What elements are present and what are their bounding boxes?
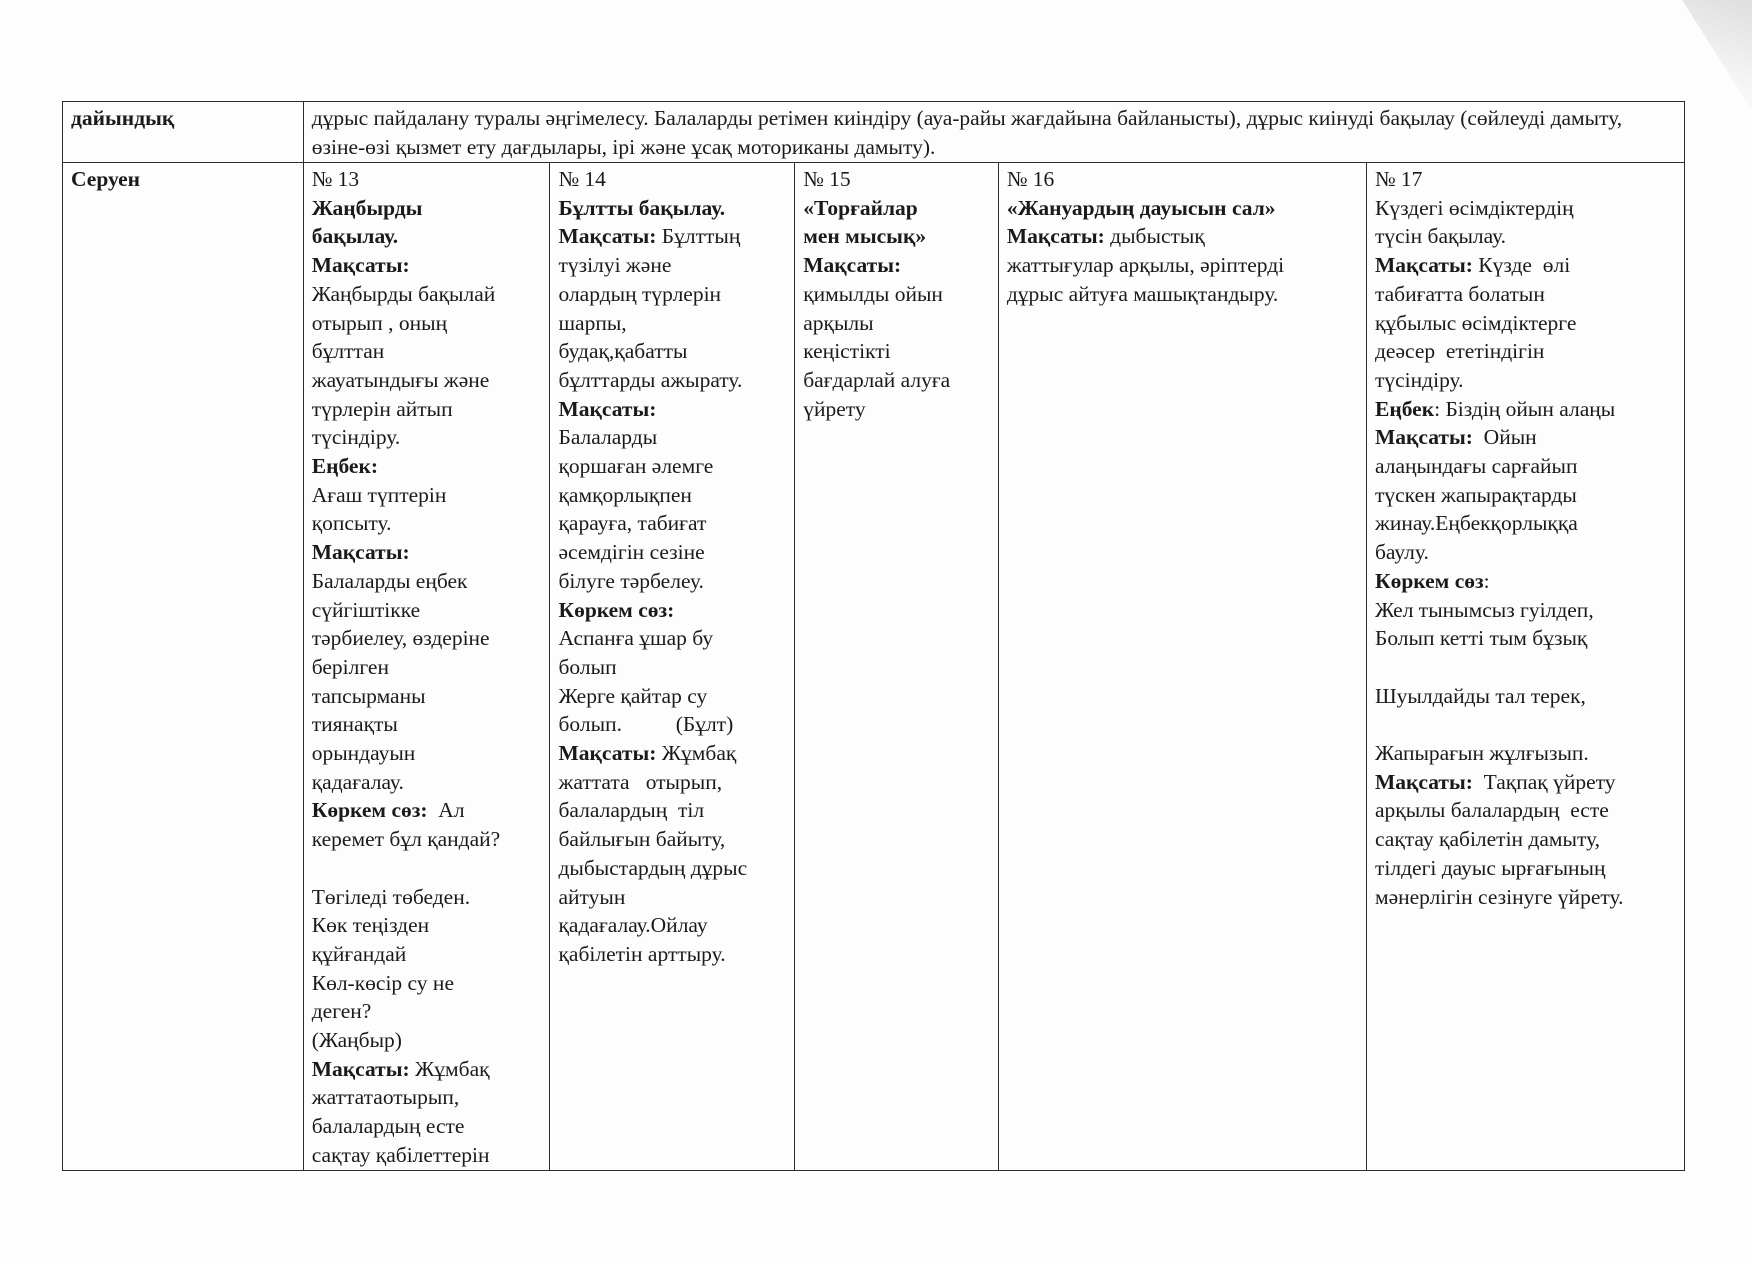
goal-label: Мақсаты: — [558, 396, 657, 421]
art-text: болып. (Бұлт) — [558, 712, 734, 737]
goal-text: қамқорлықпен — [558, 482, 692, 507]
riddle-text: деген? — [311, 999, 372, 1024]
goal-text: Бұлттың — [661, 224, 741, 249]
goal-text: алаңындағы сарғайып — [1374, 454, 1578, 479]
goal-text: бұлттарды ажырату. — [558, 367, 743, 392]
riddle-text: Төгіледі төбеден. — [311, 884, 471, 909]
item-title: Жаңбырды — [311, 195, 423, 220]
goal-text: айтуын — [558, 884, 626, 909]
goal-text: қадағалау. — [311, 769, 404, 794]
goal-text: әсемдігін сезіне — [558, 540, 705, 565]
goal-text: қоршаған әлемге — [558, 454, 714, 479]
goal-text: арқылы — [803, 310, 874, 335]
goal-label: Мақсаты: — [1006, 224, 1105, 249]
row-label-walk: Серуен — [63, 163, 304, 1171]
goal-text: түскен жапырақтарды — [1374, 482, 1577, 507]
goal-text: тәрбиелеу, өздеріне — [311, 626, 490, 651]
work-text: қопсыту. — [311, 511, 392, 536]
goal-text: жауатындығы және — [311, 367, 490, 392]
walk-cell-15 — [795, 163, 999, 1171]
goal-text: мәнерлігін сезінуге үйрету. — [1374, 884, 1624, 909]
goal-text: баулу. — [1374, 540, 1429, 565]
goal-label: Мақсаты: — [311, 1056, 410, 1081]
art-label: Көркем сөз: — [311, 798, 428, 823]
goal-label: Мақсаты: — [803, 253, 902, 278]
goal-text: арқылы балалардың есте — [1374, 798, 1609, 823]
art-text: керемет бұл қандай? — [311, 827, 501, 852]
item-title: бақылау. — [311, 224, 399, 249]
walk-cell-17 — [1366, 163, 1684, 1171]
goal-text: үйрету — [803, 396, 866, 421]
goal-text: Ойын — [1483, 425, 1537, 450]
row-label-preparation: дайындық — [63, 102, 304, 163]
item-number: № 16 — [1006, 167, 1055, 191]
goal-text: Жаңбырды бақылай — [311, 281, 496, 306]
goal-line — [1375, 251, 1678, 280]
goal-line — [1007, 222, 1360, 251]
goal-text: қарауға, табиғат — [558, 511, 707, 536]
work-text: : Біздің ойын алаңы — [1434, 396, 1616, 421]
art-text: Аспанға ұшар бу — [558, 626, 714, 651]
lesson-plan-table — [62, 101, 1685, 1171]
goal-text: Тақпақ үйрету — [1483, 769, 1616, 794]
goal-text: түзілуі және — [558, 253, 672, 278]
goal-text: жаттата отырып, — [558, 769, 723, 794]
riddle-text: Көл-көсір су не — [311, 970, 454, 995]
item-number: № 17 — [1374, 167, 1423, 191]
goal-text: Күзде өлі — [1478, 253, 1571, 278]
art-line — [1375, 567, 1678, 596]
art-text: болып — [558, 654, 617, 679]
goal-label: Мақсаты: — [311, 253, 410, 278]
goal-line — [1375, 768, 1678, 797]
goal-text: балалардың есте — [311, 1114, 465, 1139]
goal-text: түсіндіру. — [1374, 367, 1464, 392]
riddle-answer: (Жаңбыр) — [311, 1028, 402, 1053]
goal-text: қимылды ойын — [803, 281, 943, 306]
art-text: Ал — [438, 798, 465, 823]
art-label: Көркем сөз: — [558, 597, 675, 622]
blank-line — [1375, 710, 1678, 739]
item-title: Күздегі өсімдіктердің — [1374, 195, 1574, 220]
walk-cell-13 — [303, 163, 550, 1171]
poem-line: Болып кетті тым бұзық — [1374, 626, 1588, 651]
item-title: мен мысық» — [803, 224, 927, 249]
riddle-text: құйғандай — [311, 941, 407, 966]
goal-text: будақ,қабатты — [558, 339, 688, 364]
preparation-text: дұрыс пайдалану туралы әңгімелесу. Балаларды ретімен киіндіру (ауа-райы жағдайына байланысты), дұрыс киінуді бақылау (сөйлеуді дамыту, өзіне-өзі қызмет ету дағдылары, ірі және ұсақ моториканы дамыту). — [303, 102, 1684, 163]
poem-line: Жел тынымсыз гуілдеп, — [1374, 597, 1594, 622]
page-corner-fold — [1682, 0, 1752, 110]
goal-text: білуге тәрбелеу. — [558, 568, 704, 593]
goal-text: сүйгіштікке — [311, 597, 421, 622]
item-title: түсін бақылау. — [1374, 224, 1507, 249]
work-line — [1375, 395, 1678, 424]
goal-label: Мақсаты: — [1374, 253, 1473, 278]
goal-text: құбылыс өсімдіктерге — [1374, 310, 1577, 335]
table-row-preparation — [63, 102, 1685, 163]
goal-text: жаттығулар арқылы, әріптерді — [1006, 253, 1285, 278]
goal-text: дыбыстардың дұрыс — [558, 855, 748, 880]
goal-text: бұлттан — [311, 339, 385, 364]
goal-text: балалардың тіл — [558, 798, 705, 823]
goal-text: жинау.Еңбекқорлыққа — [1374, 511, 1578, 536]
table-row-walk — [63, 163, 1685, 1171]
item-title: «Жануардың дауысын сал» — [1006, 195, 1276, 220]
item-title: «Торғайлар — [803, 195, 918, 220]
goal-line — [558, 739, 788, 768]
item-number: № 15 — [803, 167, 851, 191]
art-label: Көркем сөз — [1374, 568, 1484, 593]
goal-text: деәсер ететіндігін — [1374, 339, 1545, 364]
goal-text: кеңістікті — [803, 339, 891, 364]
goal-text: сақтау қабілетін дамыту, — [1374, 827, 1601, 852]
goal-text: тиянақты — [311, 712, 398, 737]
art-words-line — [312, 796, 544, 825]
poem-line: Шуылдайды тал терек, — [1374, 683, 1586, 708]
goal-text: тапсырманы — [311, 683, 426, 708]
goal-text: қадағалау.Ойлау — [558, 913, 708, 938]
goal-line — [558, 222, 788, 251]
goal-text: түрлерін айтып — [311, 396, 453, 421]
art-colon: : — [1483, 568, 1490, 593]
work-label: Еңбек — [1374, 396, 1435, 421]
walk-cell-16 — [998, 163, 1366, 1171]
goal-line — [312, 1055, 544, 1084]
goal-text: тілдегі дауыс ырғағының — [1374, 855, 1606, 880]
goal-label: Мақсаты: — [558, 224, 657, 249]
goal-text: қабілетін арттыру. — [558, 941, 726, 966]
goal-text: орындауын — [311, 741, 416, 766]
work-label: Еңбек: — [311, 454, 379, 479]
goal-text: Балаларды еңбек — [311, 568, 468, 593]
goal-label: Мақсаты: — [1374, 769, 1473, 794]
goal-text: олардың түрлерін — [558, 281, 722, 306]
work-text: Ағаш түптерін — [311, 482, 447, 507]
blank-line — [1375, 653, 1678, 682]
goal-text: дұрыс айтуға машықтандыру. — [1006, 281, 1279, 306]
goal-text: отырып , оның — [311, 310, 448, 335]
goal-text: Жұмбақ — [415, 1056, 490, 1081]
goal-line — [1375, 423, 1678, 452]
art-text: Жерге қайтар су — [558, 683, 708, 708]
goal-text: түсіндіру. — [311, 425, 401, 450]
goal-text: сақтау қабілеттерін — [311, 1142, 490, 1167]
walk-cell-14 — [550, 163, 795, 1171]
goal-text: жаттатаотырып, — [311, 1085, 460, 1110]
goal-label: Мақсаты: — [311, 540, 410, 565]
riddle-text: Көк теңізден — [311, 913, 430, 938]
goal-text: Жұмбақ — [661, 741, 737, 766]
item-number: № 14 — [558, 167, 606, 191]
goal-text: Балаларды — [558, 425, 658, 450]
blank-line — [312, 854, 544, 883]
goal-label: Мақсаты: — [1374, 425, 1473, 450]
goal-text: шарпы, — [558, 310, 627, 335]
goal-text: байлығын байыту, — [558, 827, 726, 852]
goal-label: Мақсаты: — [558, 741, 657, 766]
goal-text: берілген — [311, 654, 389, 679]
poem-line: Жапырағын жұлғызып. — [1374, 741, 1589, 766]
item-title: Бұлтты бақылау. — [558, 195, 726, 220]
goal-text: бағдарлай алуға — [803, 367, 951, 392]
goal-text: дыбыстық — [1110, 224, 1205, 249]
item-number: № 13 — [311, 167, 360, 191]
goal-text: табиғатта болатын — [1374, 281, 1545, 306]
